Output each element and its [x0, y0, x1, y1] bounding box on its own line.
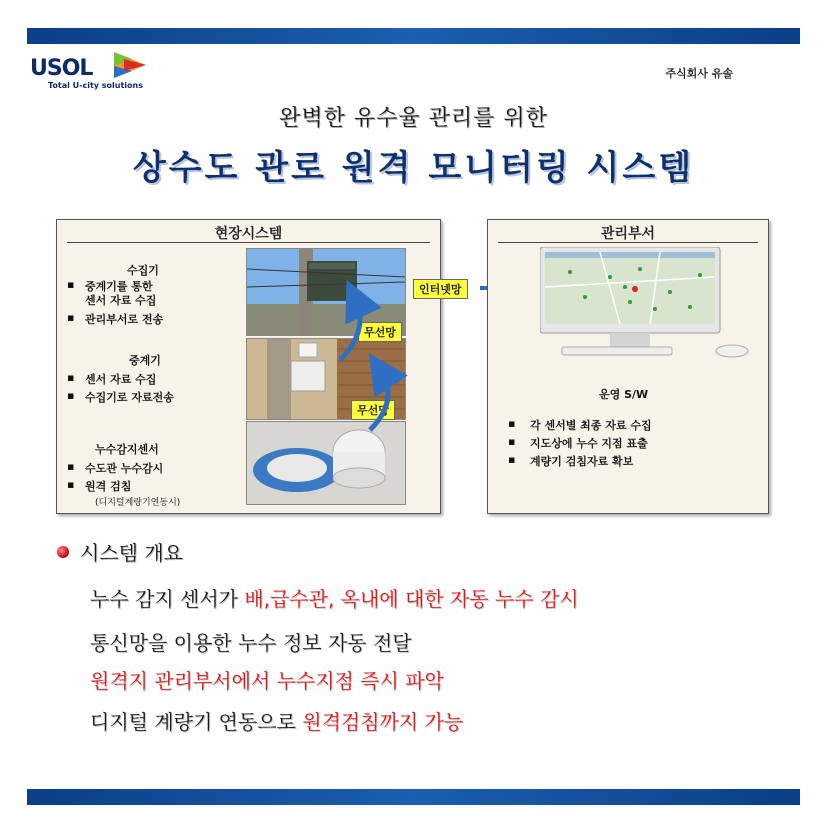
bullet: ▪ [67, 478, 75, 491]
bottom-banner-bar [27, 789, 800, 805]
bullet: ▪ [67, 311, 75, 324]
management-divider [498, 242, 758, 243]
bullet: ▪ [67, 278, 75, 291]
sensor-item: 원격 검침 [85, 480, 132, 493]
relay-heading: 중계기 [129, 354, 161, 367]
curved-arrow-icon [370, 370, 388, 430]
overview-line-1 [90, 583, 579, 612]
bullet: ▪ [508, 435, 516, 448]
page-title: 상수도 관로 원격 모니터링 시스템 [132, 148, 695, 188]
overview-line-1-b: 배,급수관, 옥내에 대한 자동 누수 감시 [244, 587, 579, 611]
top-banner-bar [27, 28, 800, 44]
management-title: 관리부서 [600, 226, 656, 242]
usol-logo [30, 56, 160, 92]
internet-network-tag: 인터넷망 [413, 279, 468, 299]
logo-triangle-icon [112, 50, 148, 80]
overview-line-3: 원격지 관리부서에서 누수지점 즉시 파악 [90, 669, 444, 693]
logo-text: USOL [30, 56, 93, 81]
sensor-item: 수도관 누수감시 [85, 462, 164, 475]
overview-line-4-a: 디지털 계량기 연동으로 [90, 710, 303, 734]
logo-tagline: Total U-city solutions [48, 81, 143, 90]
bullet: ▪ [67, 371, 75, 384]
red-sphere-bullet-icon [57, 546, 69, 558]
page-subtitle: 완벽한 유수율 관리를 위한 [279, 106, 548, 131]
field-system-title: 현장시스템 [214, 226, 283, 242]
bullet: ▪ [67, 389, 75, 402]
overview-line-2: 통신망을 이용한 누수 정보 자동 전달 [90, 631, 412, 655]
overview-title: 시스템 개요 [80, 541, 183, 565]
company-name: 주식회사 유솔 [665, 67, 733, 80]
collector-item: 관리부서로 전송 [85, 313, 164, 326]
wireless-network-tag-2: 무선망 [351, 400, 395, 420]
overview-line-4-b: 원격검침까지 가능 [302, 710, 464, 734]
curved-arrow-icon [340, 298, 360, 360]
bullet: ▪ [508, 453, 516, 466]
relay-item: 센서 자료 수집 [85, 373, 157, 386]
overview-line-1-a: 누수 감지 센서가 [90, 587, 245, 611]
sensor-heading: 누수감지센서 [95, 443, 159, 456]
management-item: 계량기 검침자료 확보 [530, 455, 634, 468]
field-system-divider [67, 242, 430, 243]
collector-heading: 수집기 [127, 264, 159, 277]
wireless-network-tag-1: 무선망 [358, 322, 402, 342]
management-item: 지도상에 누수 지점 표출 [530, 437, 648, 450]
relay-item: 수집기로 자료전송 [85, 391, 174, 404]
collector-item: 중계기를 통한 [85, 280, 153, 293]
overview-line-4 [90, 706, 463, 735]
bullet: ▪ [67, 460, 75, 473]
monitor-icon [540, 247, 760, 362]
sensor-note: (디지털계량기연동시) [95, 498, 181, 508]
collector-item: 센서 자료 수집 [85, 294, 157, 307]
sw-label: 운영 S/W [599, 388, 649, 401]
bullet: ▪ [508, 417, 516, 430]
management-item: 각 센서별 최종 자료 수집 [530, 419, 652, 432]
